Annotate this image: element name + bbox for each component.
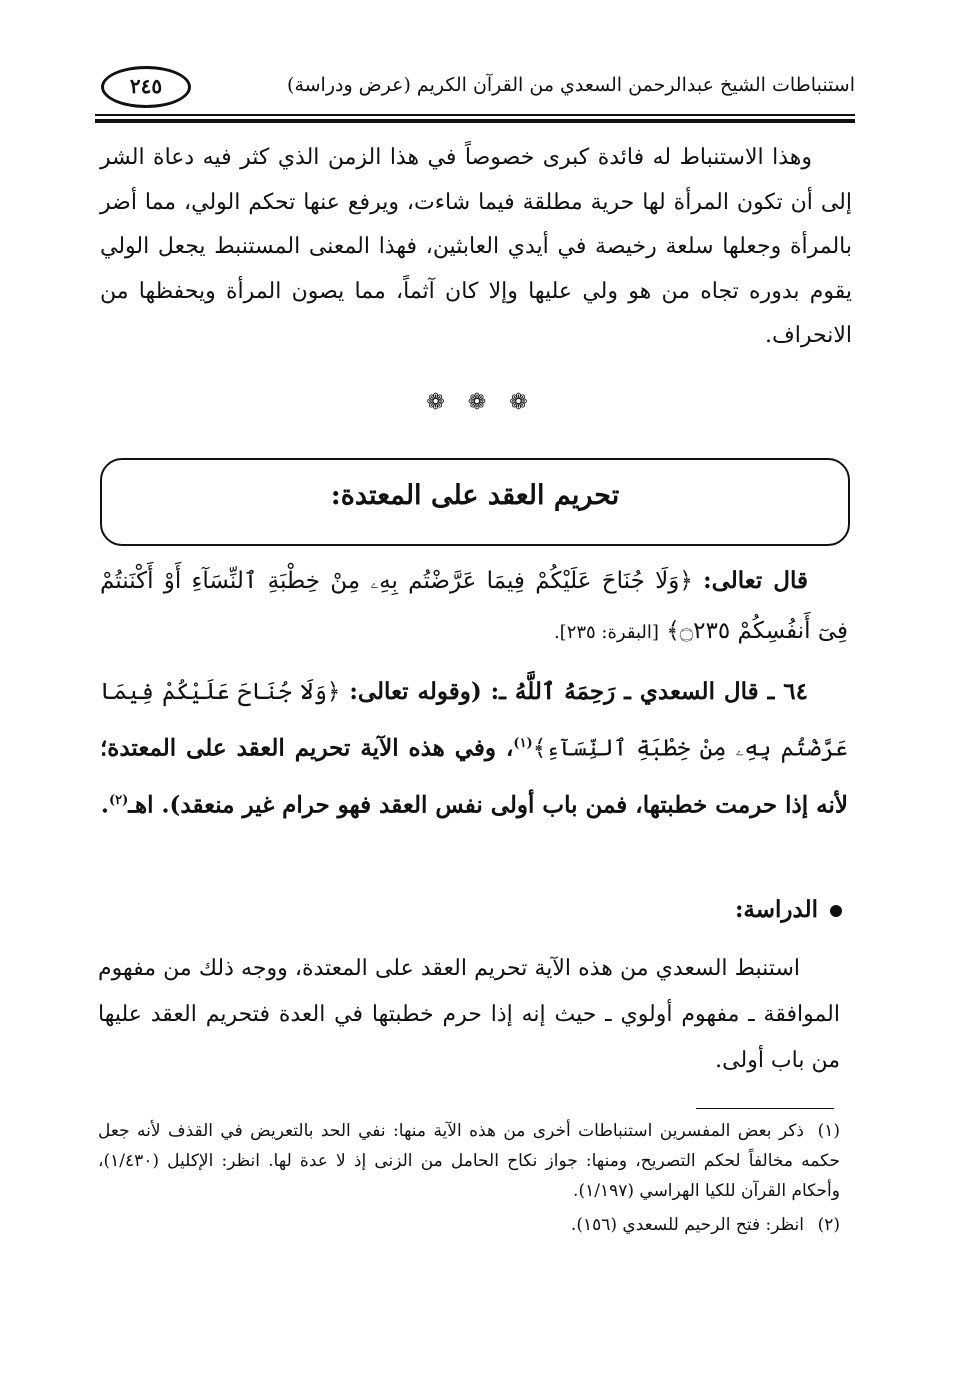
verse-intro: قال تعالى: — [703, 567, 809, 594]
header-rule-thick — [95, 119, 855, 123]
separator-ornament: ❁ ❁ ❁ — [426, 390, 536, 415]
section-title: تحريم العقد على المعتدة: — [330, 480, 620, 511]
header-rule — [95, 114, 855, 116]
quote-verse: ﴿وَلَا جُنَاحَ عَلَيْكُمْ فِيمَا عَرَّضْتُم بِهِۦ مِنْ خِطْبَةِ ٱلنِّسَآءِ﴾ — [100, 679, 849, 762]
quote-number: ٦٤ — [783, 678, 809, 705]
quran-verse: ﴿وَلَا جُنَاحَ عَلَيْكُمْ فِيمَا عَرَّضْتُم بِهِۦ مِنْ خِطْبَةِ ٱلنِّسَآءِ أَوْ أَكْنَنتُمْ فِىٓ أَنفُسِكُمْ ۝٢٣٥﴾ — [100, 568, 848, 644]
footnote-number: (٢) — [817, 1215, 840, 1235]
footnote-number: (١) — [817, 1121, 840, 1141]
study-heading-text: الدراسة: — [734, 896, 818, 923]
quote-end: . — [100, 791, 109, 819]
footnotes — [98, 1116, 840, 1244]
verse-block — [100, 556, 848, 658]
quote-lead: ـ قال السعدي ـ رَحِمَهُ ٱللَّهُ ـ: (وقوله تعالى: — [349, 678, 775, 705]
study-paragraph — [98, 946, 840, 1084]
footnote-rule — [696, 1108, 834, 1109]
footnote-text: انظر: فتح الرحيم للسعدي (١٥٦). — [570, 1215, 804, 1235]
verse-reference: [البقرة: ٢٣٥]. — [553, 622, 659, 643]
saadi-quote — [100, 666, 848, 830]
section-heading-box — [100, 458, 850, 546]
running-title: استنباطات الشيخ عبدالرحمن السعدي من القرآن الكريم (عرض ودراسة) — [287, 74, 855, 96]
study-heading — [735, 896, 842, 923]
intro-paragraph — [100, 136, 852, 359]
page-number-badge: ٢٤٥ — [101, 66, 191, 108]
footnote-text: ذكر بعض المفسرين استنباطات أخرى من هذه الآية منها: نفي الحد بالتعريض في القذف لأنه جعل حكمه مخالفاً لحكم التصريح، ومنها: جواز نكاح الحامل من الزنى إذ لا عدة لها. انظر: الإكليل (١/٤٣٠)، وأحكام القرآن للكيا الهراسي (١/١٩٧). — [98, 1121, 840, 1201]
footnote-2 — [98, 1210, 840, 1240]
bullet-icon — [830, 905, 842, 917]
intro-text: وهذا الاستنباط له فائدة كبرى خصوصاً في هذا الزمن الذي كثر فيه دعاة الشر إلى أن تكون المرأة لها حرية مطلقة فيما شاءت، ويرفع عنها تحكم الولي، مما أضر بالمرأة وجعلها سلعة رخيصة في أيدي العابثين، فهذا المعنى المستنبط يجعل الولي يقوم بدوره تجاه من هو ولي عليها وإلا كان آثماً، مما يصون المرأة ويحفظها من الانحراف. — [100, 145, 852, 348]
quote-rest: ، وفي هذه الآية تحريم العقد على المعتدة؛ لأنه إذا حرمت خطبتها، فمن باب أولى نفس العقد فهو حرام غير منعقد). اهـ — [100, 734, 848, 819]
footnote-ref-2[interactable]: (٢) — [108, 792, 129, 808]
page-header — [95, 60, 855, 120]
footnote-1 — [98, 1116, 840, 1206]
footnote-ref-1[interactable]: (١) — [513, 736, 533, 751]
study-text: استنبط السعدي من هذه الآية تحريم العقد على المعتدة، ووجه ذلك من مفهوم الموافقة ـ مفهوم أولوي ـ حيث إنه إذا حرم خطبتها في العدة فتحريم العقد عليها من باب أولى. — [98, 956, 840, 1073]
